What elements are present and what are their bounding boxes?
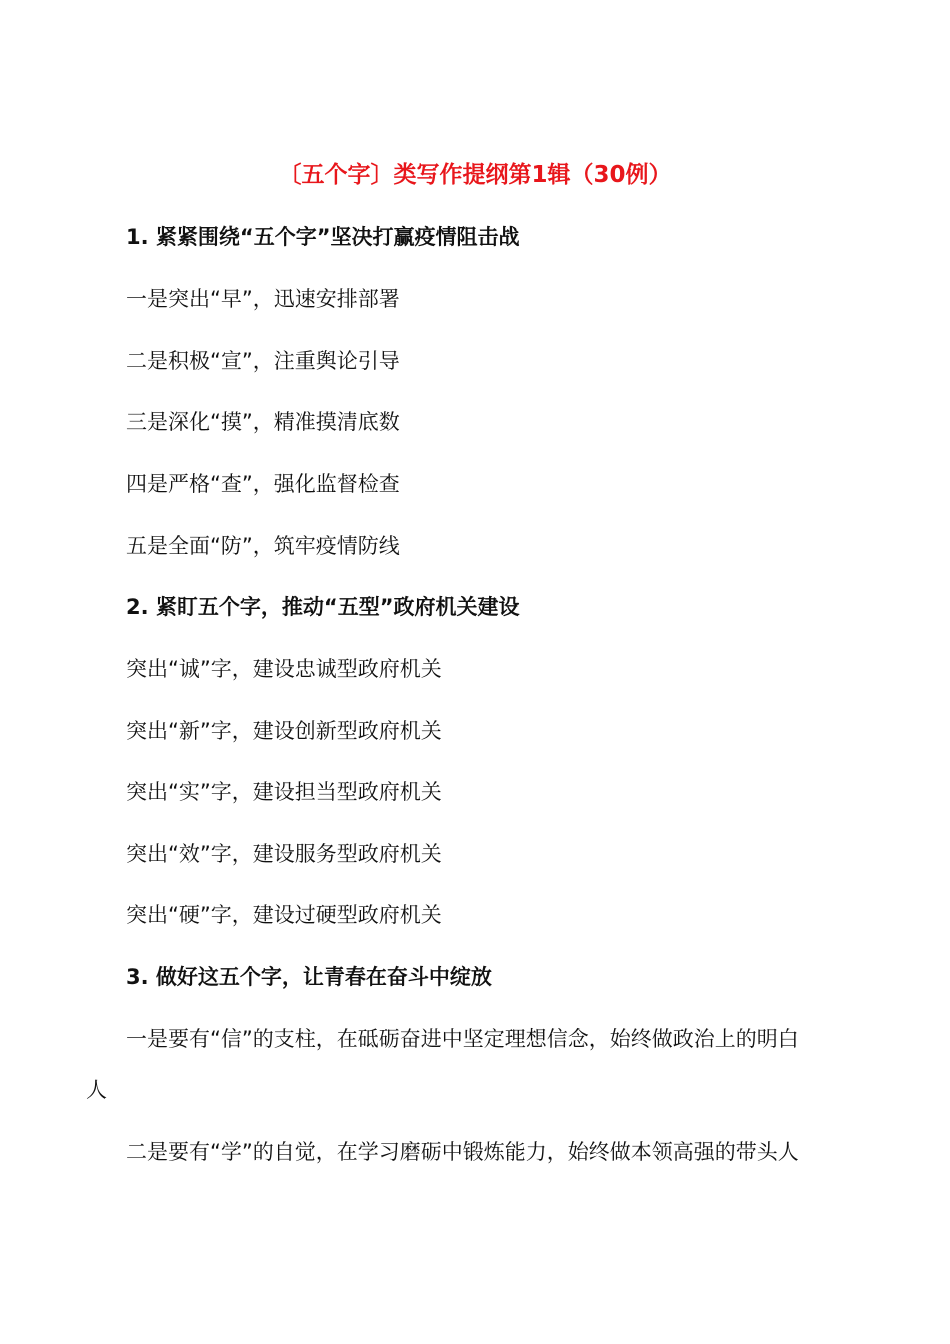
section-2-item-1: 突出“诚”字，建设忠诚型政府机关: [126, 657, 442, 681]
section-heading-1: 1. 紧紧围绕“五个字”坚决打赢疫情阻击战: [126, 225, 520, 249]
section-1-item-5: 五是全面“防”，筑牢疫情防线: [126, 534, 400, 558]
document-title: 〔五个字〕类写作提纲第1辑（30例）: [278, 162, 672, 188]
section-1-item-4: 四是严格“查”，强化监督检查: [126, 472, 400, 496]
section-3-item-1: 一是要有“信”的支柱，在砥砺奋进中坚定理想信念，始终做政治上的明白: [126, 1027, 799, 1051]
section-2-item-4: 突出“效”字，建设服务型政府机关: [126, 842, 442, 866]
section-heading-2: 2. 紧盯五个字，推动“五型”政府机关建设: [126, 595, 520, 619]
section-2-item-2: 突出“新”字，建设创新型政府机关: [126, 719, 442, 743]
section-3-item-1-continuation: 人: [86, 1078, 107, 1102]
section-2-item-5: 突出“硬”字，建设过硬型政府机关: [126, 903, 442, 927]
section-1-item-1: 一是突出“早”，迅速安排部署: [126, 287, 400, 311]
section-1-item-2: 二是积极“宣”，注重舆论引导: [126, 349, 400, 373]
section-1-item-3: 三是深化“摸”，精准摸清底数: [126, 410, 400, 434]
section-3-item-2: 二是要有“学”的自觉，在学习磨砺中锻炼能力，始终做本领高强的带头人: [126, 1140, 799, 1164]
section-heading-3: 3. 做好这五个字，让青春在奋斗中绽放: [126, 965, 492, 989]
section-2-item-3: 突出“实”字，建设担当型政府机关: [126, 780, 442, 804]
